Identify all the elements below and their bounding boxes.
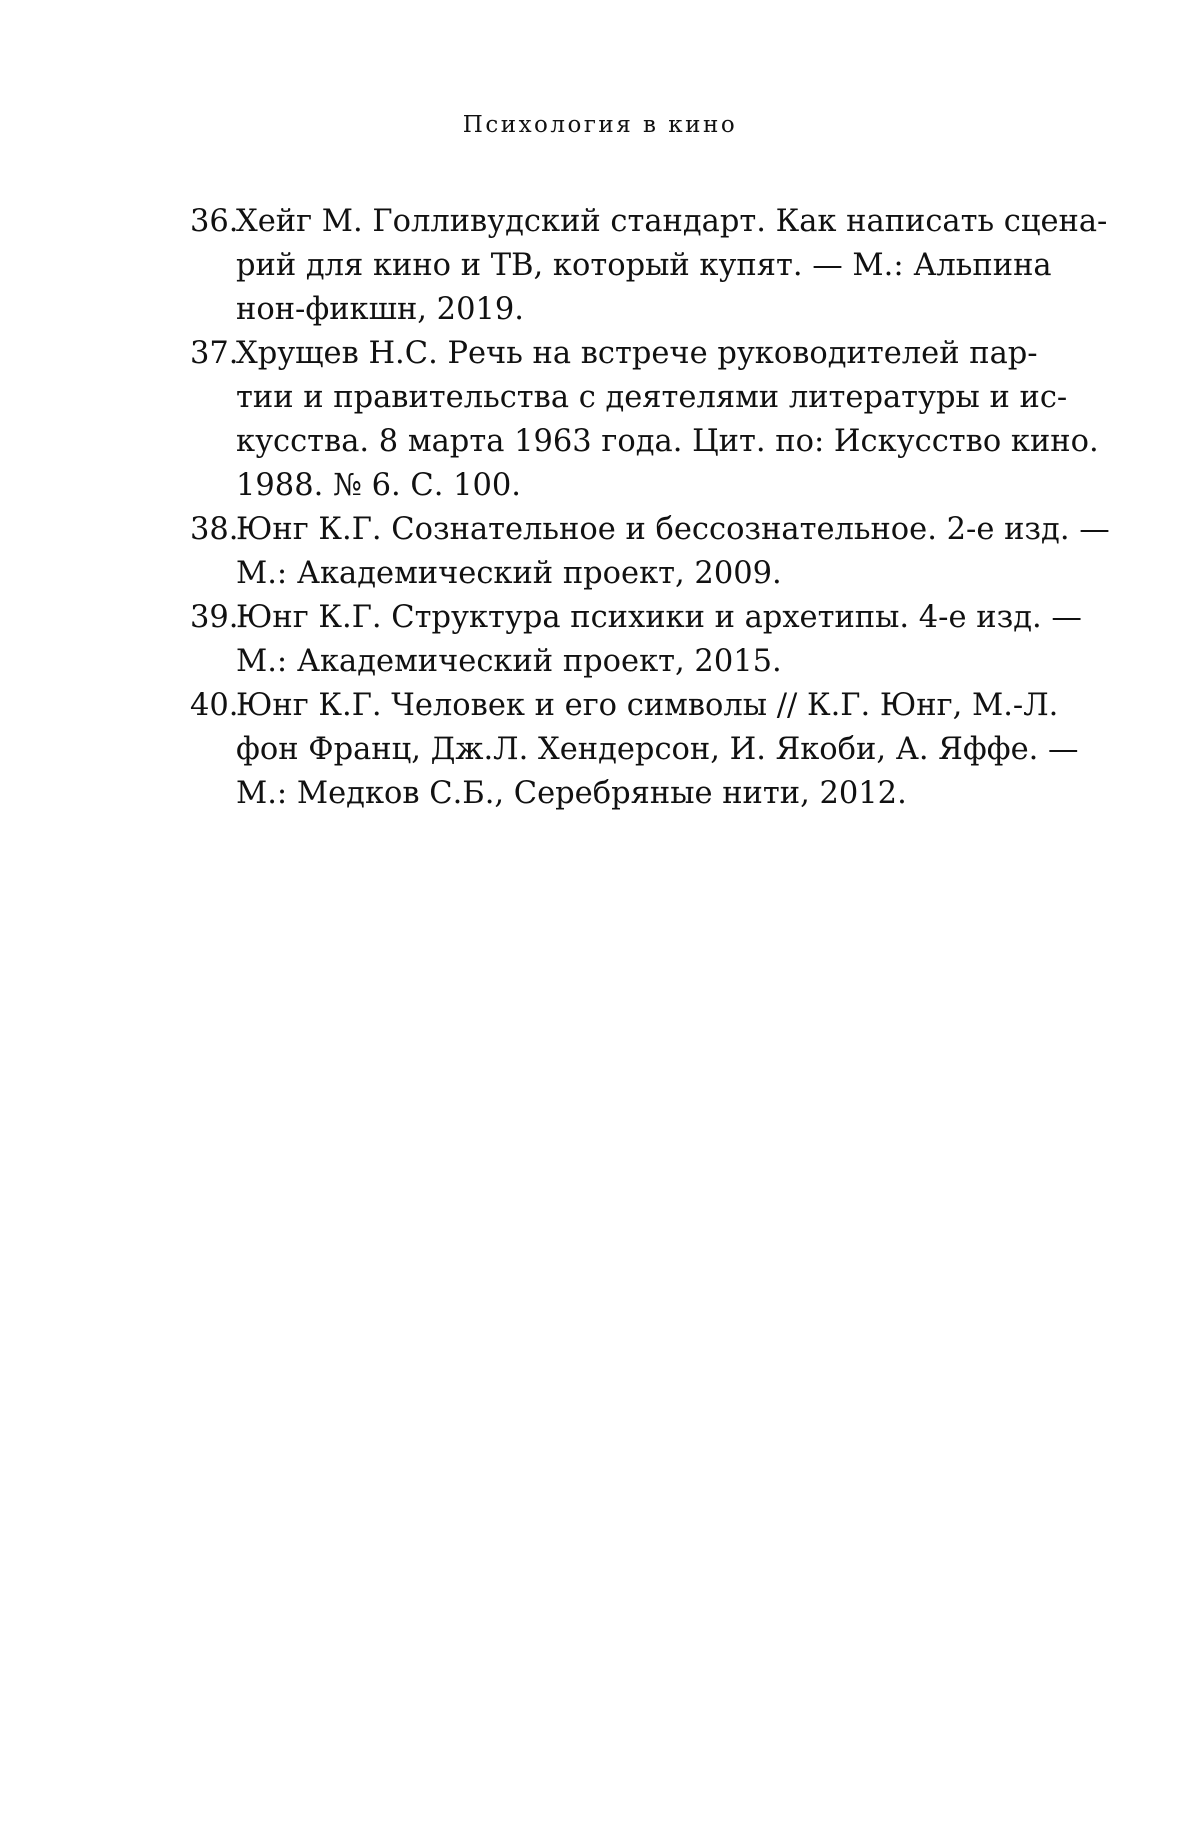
- bibliography-entry: [0, 200, 1200, 332]
- bibliography-list: [0, 200, 1200, 816]
- entry-number: 36.: [190, 204, 239, 239]
- bibliography-entry: [0, 596, 1200, 684]
- bibliography-entry: [0, 332, 1200, 508]
- running-head-title: Психология в кино: [462, 112, 738, 138]
- entry-number: 37.: [190, 336, 239, 371]
- entry-line: фон Франц, Дж.Л. Хендерсон, И. Якоби, А. Яффе. —: [236, 732, 1079, 767]
- entry-line: Хейг М. Голливудский стандарт. Как написать сцена-: [236, 204, 1108, 239]
- entry-line: М.: Академический проект, 2015.: [236, 644, 782, 679]
- entry-line: кусства. 8 марта 1963 года. Цит. по: Искусство кино.: [236, 424, 1099, 459]
- entry-line: Юнг К.Г. Структура психики и архетипы. 4-е изд. —: [236, 600, 1082, 635]
- entry-line: Хрущев Н.С. Речь на встрече руководителей пар-: [236, 336, 1038, 371]
- entry-number: 39.: [190, 600, 239, 635]
- bibliography-entry: [0, 684, 1200, 816]
- entry-number: 40.: [190, 688, 239, 723]
- entry-line: Юнг К.Г. Сознательное и бессознательное. 2-е изд. —: [236, 512, 1110, 547]
- entry-line: нон-фикшн, 2019.: [236, 292, 524, 327]
- entry-line: 1988. № 6. С. 100.: [236, 468, 521, 503]
- entry-line: Юнг К.Г. Человек и его символы // К.Г. Юнг, М.-Л.: [236, 688, 1059, 723]
- entry-line: М.: Академический проект, 2009.: [236, 556, 782, 591]
- entry-line: рий для кино и ТВ, который купят. — М.: Альпина: [236, 248, 1052, 283]
- bibliography-entry: [0, 508, 1200, 596]
- entry-line: М.: Медков С.Б., Серебряные нити, 2012.: [236, 776, 907, 811]
- entry-number: 38.: [190, 512, 239, 547]
- entry-line: тии и правительства с деятелями литературы и ис-: [236, 380, 1068, 415]
